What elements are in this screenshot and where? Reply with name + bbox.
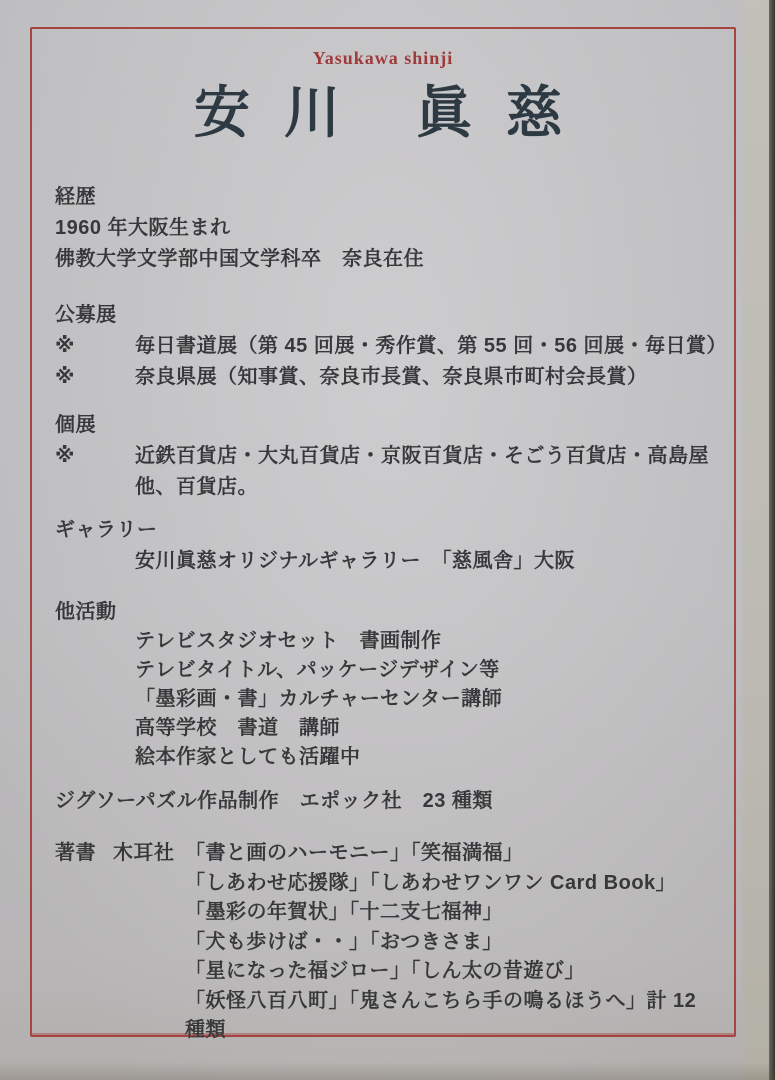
section-other-activities [55,598,720,772]
section-puzzle [55,786,720,817]
open-exhibitions-heading: 公募展 [55,304,117,326]
list-item [55,441,720,472]
puzzle-line: ジグソーパズル作品制作 エポック社 23 種類 [55,790,493,812]
career-line-birth: 1960 年大阪生まれ [55,217,231,239]
solo-exhibition-others: 他、百貨店。 [135,476,258,498]
career-line-education: 佛教大学文学部中国文学科卒 奈良在住 [55,248,424,270]
book-titles-line: 「墨彩の年賀状」「十二支七福神」 [185,901,503,923]
open-exhibition-nara: 奈良県展（知事賞、奈良市長賞、奈良県市町村会長賞） [135,366,648,388]
solo-exhibitions-heading: 個展 [55,414,96,436]
section-solo-exhibitions [55,410,720,503]
list-item [55,331,728,362]
gallery-heading: ギャラリー [55,519,158,541]
other-activities-heading: 他活動 [55,601,117,623]
reference-mark: ※ [55,366,75,388]
book-titles-line: 「星になった福ジロー」「しん太の昔遊び」 [185,960,585,982]
list-item [55,362,720,393]
book-titles-line: 「妖怪八百八町」「鬼さんこちら手の鳴るほうへ」計 12 種類 [185,989,697,1041]
activity-picture-book: 絵本作家としても活躍中 [135,746,361,768]
activity-high-school: 高等学校 書道 講師 [135,717,340,739]
activity-culture-center: 「墨彩画・書」カルチャーセンター講師 [135,688,503,710]
page-title-name: 安 川 眞 慈 [194,83,572,145]
book-titles-line: 「犬も歩けば・・」「おつきさま」 [185,930,503,953]
book-titles-line: 「書と画のハーモニー」「笑福満福」 [185,842,524,864]
romaji-name: Yasukawa shinji [312,48,454,68]
books-label: 著書 [55,842,96,864]
activity-tv-title: テレビタイトル、パッケージデザイン等 [135,659,500,681]
photo-right-strip [743,0,769,1080]
gallery-line: 安川眞慈オリジナルギャラリー 「慈風舎」大阪 [135,550,575,572]
books-first-row [55,839,720,869]
reference-mark: ※ [55,335,75,357]
solo-exhibition-stores: 近鉄百貨店・大丸百貨店・京阪百貨店・そごう百貨店・高島屋 [135,445,709,467]
photo-bottom-shade [0,1062,775,1080]
books-publisher: 木耳社 [113,842,175,864]
section-career [55,182,720,275]
open-exhibition-mainichi: 毎日書道展（第 45 回展・秀作賞、第 55 回・56 回展・毎日賞） [135,335,728,357]
section-books [55,839,720,1046]
reference-mark: ※ [55,445,75,467]
book-titles-line: 「しあわせ応援隊」「しあわせワンワン Card Book」 [185,871,677,894]
photo-right-edge [769,0,775,1080]
career-heading: 経歴 [55,186,96,208]
section-gallery [55,515,720,577]
activity-tv-studio: テレビスタジオセット 書画制作 [135,630,442,652]
section-open-exhibitions [55,300,728,393]
